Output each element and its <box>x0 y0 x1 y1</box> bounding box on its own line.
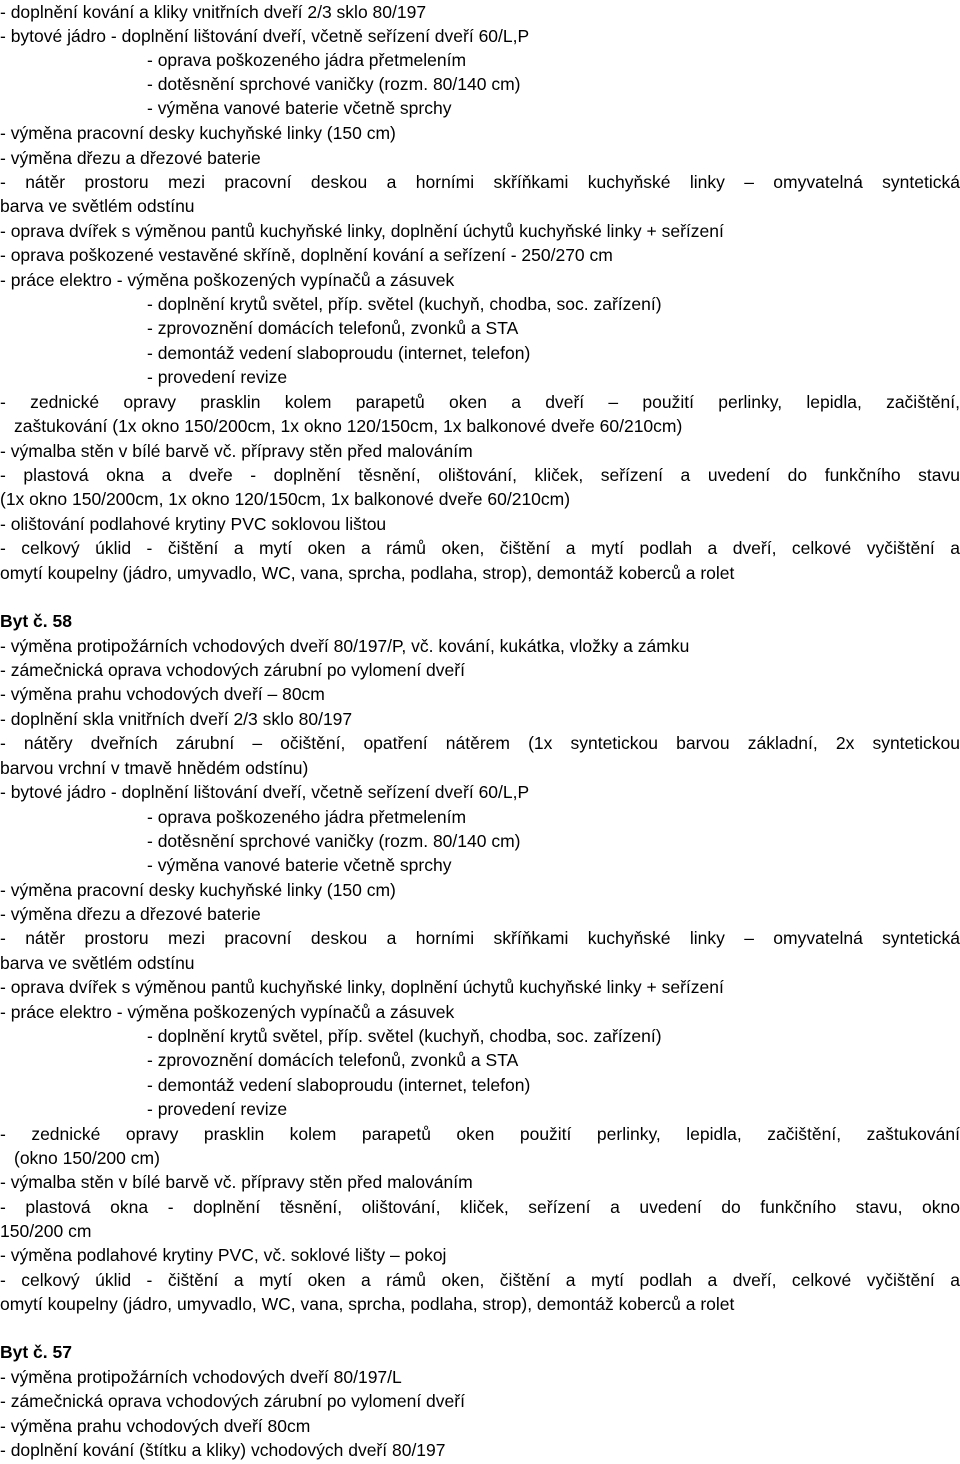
list-item: - výměna dřezu a dřezové baterie <box>0 904 261 924</box>
list-item-continuation: barvou vrchní v tmavě hnědém odstínu) <box>0 758 309 778</box>
list-item: - dotěsnění sprchové vaničky (rozm. 80/140 cm) <box>147 831 521 851</box>
list-item-continuation: omytí koupelny (jádro, umyvadlo, WC, vana, sprcha, podlaha, strop), demontáž koberců a rolet <box>0 1294 735 1314</box>
list-item: - výměna vanové baterie včetně sprchy <box>147 855 452 875</box>
list-item: - doplnění krytů světel, příp. světel (kuchyň, chodba, soc. zařízení) <box>147 1026 662 1046</box>
list-item: - nátěr prostoru mezi pracovní deskou a horními skříňkami kuchyňské linky – omyvatelná syntetická <box>0 172 960 192</box>
list-item: - zednické opravy prasklin kolem parapetů oken a dveří – použití perlinky, lepidla, začištění, <box>0 392 960 412</box>
list-item: - výměna pracovní desky kuchyňské linky (150 cm) <box>0 880 396 900</box>
list-item: - provedení revize <box>147 1099 288 1119</box>
list-item: - zprovoznění domácích telefonů, zvonků a STA <box>147 318 519 338</box>
list-item: - doplnění kování (štítku a kliky) vchodových dveří 80/197 <box>0 1440 446 1460</box>
list-item: - zámečnická oprava vchodových zárubní po vylomení dveří <box>0 660 465 680</box>
list-item-continuation: (okno 150/200 cm) <box>14 1148 160 1168</box>
list-item: - výměna pracovní desky kuchyňské linky (150 cm) <box>0 123 396 143</box>
list-item: - výměna protipožárních vchodových dveří 80/197/L <box>0 1367 402 1387</box>
list-item: - oprava dvířek s výměnou pantů kuchyňské linky, doplnění úchytů kuchyňské linky + seřízení <box>0 221 724 241</box>
list-item: - nátěry dveřních zárubní – očištění, opatření nátěrem (1x syntetickou barvou základní, 2x syntetickou <box>0 733 960 753</box>
list-item: - celkový úklid - čištění a mytí oken a rámů oken, čištění a mytí podlah a dveří, celkové vyčištění a <box>0 538 960 558</box>
list-item: - výměna dřezu a dřezové baterie <box>0 148 261 168</box>
list-item: - oprava poškozené vestavěné skříně, doplnění kování a seřízení - 250/270 cm <box>0 245 613 265</box>
list-item: - výmalba stěn v bílé barvě vč. přípravy stěn před malováním <box>0 441 473 461</box>
list-item: - oprava dvířek s výměnou pantů kuchyňské linky, doplnění úchytů kuchyňské linky + seřízení <box>0 977 724 997</box>
list-item: - doplnění skla vnitřních dveří 2/3 sklo 80/197 <box>0 709 353 729</box>
list-item: - výměna podlahové krytiny PVC, vč. soklové lišty – pokoj <box>0 1245 447 1265</box>
list-item: - demontáž vedení slaboproudu (internet, telefon) <box>147 343 531 363</box>
list-item-continuation: 150/200 cm <box>0 1221 92 1241</box>
list-item-continuation: zaštukování (1x okno 150/200cm, 1x okno 120/150cm, 1x balkonové dveře 60/210cm) <box>14 416 683 436</box>
list-item: - oprava poškozeného jádra přetmelením <box>147 50 467 70</box>
list-item-continuation: (1x okno 150/200cm, 1x okno 120/150cm, 1x balkonové dveře 60/210cm) <box>0 489 571 509</box>
list-item: - celkový úklid - čištění a mytí oken a rámů oken, čištění a mytí podlah a dveří, celkové vyčištění a <box>0 1270 960 1290</box>
list-item: - provedení revize <box>147 367 288 387</box>
list-item-continuation: omytí koupelny (jádro, umyvadlo, WC, vana, sprcha, podlaha, strop), demontáž koberců a rolet <box>0 563 735 583</box>
list-item: - doplnění kování a kliky vnitřních dveří 2/3 sklo 80/197 <box>0 2 427 22</box>
section-heading: Byt č. 57 <box>0 1342 72 1362</box>
list-item-continuation: barva ve světlém odstínu <box>0 196 195 216</box>
list-item: - bytové jádro - doplnění lištování dveří, včetně seřízení dveří 60/L,P <box>0 782 530 802</box>
list-item: - dotěsnění sprchové vaničky (rozm. 80/140 cm) <box>147 74 521 94</box>
list-item: - práce elektro - výměna poškozených vypínačů a zásuvek <box>0 270 455 290</box>
list-item: - plastová okna a dveře - doplnění těsnění, olištování, kliček, seřízení a uvedení do funkčního stavu <box>0 465 960 485</box>
list-item: - zednické opravy prasklin kolem parapetů oken použití perlinky, lepidla, začištění, zaštukování <box>0 1124 960 1144</box>
list-item: - výměna prahu vchodových dveří 80cm <box>0 1416 311 1436</box>
list-item: - zprovoznění domácích telefonů, zvonků a STA <box>147 1050 519 1070</box>
list-item: - nátěr prostoru mezi pracovní deskou a horními skříňkami kuchyňské linky – omyvatelná syntetická <box>0 928 960 948</box>
list-item: - výměna protipožárních vchodových dveří 80/197/P, vč. kování, kukátka, vložky a zámku <box>0 636 690 656</box>
list-item: - výmalba stěn v bílé barvě vč. přípravy stěn před malováním <box>0 1172 473 1192</box>
list-item: - výměna vanové baterie včetně sprchy <box>147 98 452 118</box>
list-item: - plastová okna - doplnění těsnění, olištování, kliček, seřízení a uvedení do funkčního stavu, okno <box>0 1197 960 1217</box>
list-item: - oprava poškozeného jádra přetmelením <box>147 807 467 827</box>
list-item: - olištování podlahové krytiny PVC soklovou lištou <box>0 514 387 534</box>
list-item-continuation: barva ve světlém odstínu <box>0 953 195 973</box>
list-item: - doplnění krytů světel, příp. světel (kuchyň, chodba, soc. zařízení) <box>147 294 662 314</box>
list-item: - bytové jádro - doplnění lištování dveří, včetně seřízení dveří 60/L,P <box>0 26 530 46</box>
list-item: - práce elektro - výměna poškozených vypínačů a zásuvek <box>0 1002 455 1022</box>
section-heading: Byt č. 58 <box>0 611 72 631</box>
list-item: - demontáž vedení slaboproudu (internet, telefon) <box>147 1075 531 1095</box>
list-item: - výměna prahu vchodových dveří – 80cm <box>0 684 325 704</box>
list-item: - zámečnická oprava vchodových zárubní po vylomení dveří <box>0 1391 465 1411</box>
